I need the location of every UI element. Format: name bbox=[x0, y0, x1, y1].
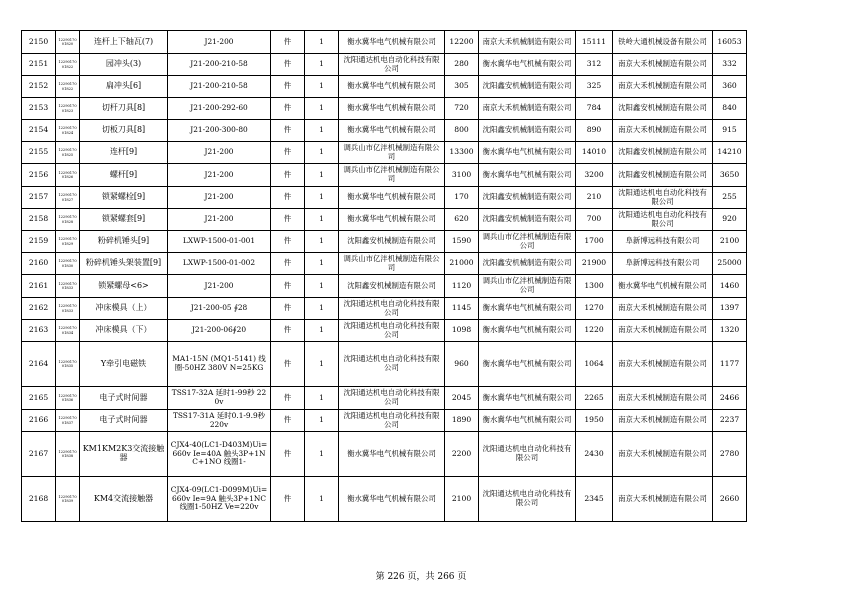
supplier-2-name: 沈阳鑫安机械制造有限公司 bbox=[479, 120, 576, 142]
table-body bbox=[22, 31, 747, 522]
item-name: 锁紧螺栓[9] bbox=[80, 187, 168, 209]
item-name: Y牵引电磁铁 bbox=[80, 342, 168, 387]
item-unit: 件 bbox=[271, 298, 305, 320]
supplier-3-price: 915 bbox=[713, 120, 747, 142]
supplier-3-price: 1460 bbox=[713, 275, 747, 298]
item-name: 锁紧螺母<6> bbox=[80, 275, 168, 298]
item-unit: 件 bbox=[271, 120, 305, 142]
table-row bbox=[22, 187, 747, 209]
supplier-2-price: 1270 bbox=[576, 298, 613, 320]
supplier-2-price: 1700 bbox=[576, 231, 613, 253]
supplier-3-name: 铁岭大通机械设备有限公司 bbox=[613, 31, 713, 54]
item-unit: 件 bbox=[271, 164, 305, 187]
item-spec: J21-200 bbox=[168, 164, 271, 187]
supplier-2-name: 衡水冀华电气机械有限公司 bbox=[479, 142, 576, 164]
row-index: 2168 bbox=[22, 477, 56, 522]
supplier-2-price: 1220 bbox=[576, 320, 613, 342]
row-index: 2151 bbox=[22, 54, 56, 76]
supplier-3-name: 阜新博远科技有限公司 bbox=[613, 253, 713, 275]
supplier-3-name: 沈阳鑫安机械制造有限公司 bbox=[613, 164, 713, 187]
item-unit: 件 bbox=[271, 187, 305, 209]
supplier-3-name: 南京大禾机械制造有限公司 bbox=[613, 477, 713, 522]
item-quantity: 1 bbox=[305, 76, 339, 98]
quotation-table bbox=[21, 30, 747, 522]
supplier-1-name: 调兵山市亿沣机械制造有限公司 bbox=[339, 142, 445, 164]
material-code: 12290170 01828 bbox=[56, 209, 80, 231]
item-unit: 件 bbox=[271, 275, 305, 298]
row-index: 2162 bbox=[22, 298, 56, 320]
supplier-3-name: 南京大禾机械制造有限公司 bbox=[613, 76, 713, 98]
supplier-3-name: 沈阳鑫安机械制造有限公司 bbox=[613, 142, 713, 164]
table-row bbox=[22, 410, 747, 432]
item-quantity: 1 bbox=[305, 231, 339, 253]
item-name: 扁冲头[6] bbox=[80, 76, 168, 98]
supplier-1-name: 沈阳鑫安机械制造有限公司 bbox=[339, 231, 445, 253]
item-spec: J21-200 bbox=[168, 187, 271, 209]
item-unit: 件 bbox=[271, 432, 305, 477]
supplier-1-name: 衡水冀华电气机械有限公司 bbox=[339, 76, 445, 98]
row-index: 2160 bbox=[22, 253, 56, 275]
item-spec: J21-200-292-60 bbox=[168, 98, 271, 120]
item-quantity: 1 bbox=[305, 275, 339, 298]
item-quantity: 1 bbox=[305, 477, 339, 522]
supplier-1-price: 280 bbox=[445, 54, 479, 76]
row-index: 2156 bbox=[22, 164, 56, 187]
supplier-1-name: 沈阳通达机电自动化科技有限公司 bbox=[339, 320, 445, 342]
item-quantity: 1 bbox=[305, 120, 339, 142]
item-unit: 件 bbox=[271, 142, 305, 164]
supplier-2-price: 325 bbox=[576, 76, 613, 98]
supplier-2-price: 784 bbox=[576, 98, 613, 120]
supplier-1-price: 12200 bbox=[445, 31, 479, 54]
supplier-1-name: 沈阳鑫安机械制造有限公司 bbox=[339, 275, 445, 298]
page-footer: 第 226 页，共 266 页 bbox=[375, 572, 467, 582]
supplier-2-price: 2345 bbox=[576, 477, 613, 522]
table-row bbox=[22, 54, 747, 76]
supplier-1-price: 1120 bbox=[445, 275, 479, 298]
supplier-2-price: 14010 bbox=[576, 142, 613, 164]
supplier-3-name: 沈阳通达机电自动化科技有限公司 bbox=[613, 209, 713, 231]
supplier-1-name: 沈阳通达机电自动化科技有限公司 bbox=[339, 410, 445, 432]
supplier-2-price: 1064 bbox=[576, 342, 613, 387]
item-quantity: 1 bbox=[305, 98, 339, 120]
item-spec: J21-200-06∮20 bbox=[168, 320, 271, 342]
item-quantity: 1 bbox=[305, 410, 339, 432]
item-unit: 件 bbox=[271, 54, 305, 76]
supplier-3-price: 2100 bbox=[713, 231, 747, 253]
supplier-2-name: 南京大禾机械制造有限公司 bbox=[479, 98, 576, 120]
supplier-1-price: 13300 bbox=[445, 142, 479, 164]
supplier-1-name: 衡水冀华电气机械有限公司 bbox=[339, 432, 445, 477]
table-row bbox=[22, 209, 747, 231]
table-row bbox=[22, 298, 747, 320]
item-unit: 件 bbox=[271, 387, 305, 410]
item-spec: J21-200-210-58 bbox=[168, 54, 271, 76]
supplier-2-name: 衡水冀华电气机械有限公司 bbox=[479, 54, 576, 76]
item-spec: J21-200 bbox=[168, 31, 271, 54]
item-spec: J21-200-210-58 bbox=[168, 76, 271, 98]
supplier-1-price: 1890 bbox=[445, 410, 479, 432]
row-index: 2164 bbox=[22, 342, 56, 387]
table-row bbox=[22, 342, 747, 387]
supplier-2-name: 沈阳通达机电自动化科技有限公司 bbox=[479, 477, 576, 522]
supplier-2-name: 沈阳鑫安机械制造有限公司 bbox=[479, 187, 576, 209]
item-name: 切杆刀具[8] bbox=[80, 98, 168, 120]
material-code: 12290170 01829 bbox=[56, 231, 80, 253]
table-row bbox=[22, 142, 747, 164]
item-name: 连杆上下轴瓦(7) bbox=[80, 31, 168, 54]
supplier-1-price: 620 bbox=[445, 209, 479, 231]
supplier-2-price: 15111 bbox=[576, 31, 613, 54]
item-name: 电子式时间器 bbox=[80, 410, 168, 432]
supplier-2-price: 2265 bbox=[576, 387, 613, 410]
supplier-1-price: 2045 bbox=[445, 387, 479, 410]
supplier-3-price: 332 bbox=[713, 54, 747, 76]
supplier-1-name: 衡水冀华电气机械有限公司 bbox=[339, 187, 445, 209]
item-name: 螺杆[9] bbox=[80, 164, 168, 187]
supplier-2-price: 1300 bbox=[576, 275, 613, 298]
supplier-1-price: 800 bbox=[445, 120, 479, 142]
item-unit: 件 bbox=[271, 253, 305, 275]
supplier-3-price: 840 bbox=[713, 98, 747, 120]
supplier-2-price: 2430 bbox=[576, 432, 613, 477]
item-spec: J21-200-05 ∮28 bbox=[168, 298, 271, 320]
material-code: 12290170 01830 bbox=[56, 253, 80, 275]
supplier-2-name: 衡水冀华电气机械有限公司 bbox=[479, 410, 576, 432]
table-row bbox=[22, 164, 747, 187]
material-code: 12290170 01824 bbox=[56, 120, 80, 142]
supplier-2-price: 210 bbox=[576, 187, 613, 209]
supplier-2-name: 南京大禾机械制造有限公司 bbox=[479, 31, 576, 54]
supplier-3-price: 360 bbox=[713, 76, 747, 98]
item-name: KM1KM2K3交流接触器 bbox=[80, 432, 168, 477]
item-name: 电子式时间器 bbox=[80, 387, 168, 410]
supplier-3-name: 南京大禾机械制造有限公司 bbox=[613, 432, 713, 477]
item-quantity: 1 bbox=[305, 253, 339, 275]
row-index: 2167 bbox=[22, 432, 56, 477]
material-code: 12290170 01834 bbox=[56, 320, 80, 342]
item-spec: J21-200 bbox=[168, 209, 271, 231]
material-code: 12290170 01836 bbox=[56, 387, 80, 410]
item-name: 园冲头(3) bbox=[80, 54, 168, 76]
row-index: 2158 bbox=[22, 209, 56, 231]
item-unit: 件 bbox=[271, 76, 305, 98]
supplier-1-price: 720 bbox=[445, 98, 479, 120]
supplier-2-name: 沈阳鑫安机械制造有限公司 bbox=[479, 76, 576, 98]
supplier-3-name: 南京大禾机械制造有限公司 bbox=[613, 54, 713, 76]
supplier-3-price: 1320 bbox=[713, 320, 747, 342]
item-spec: TSS17-32A 延时1-99秒 220v bbox=[168, 387, 271, 410]
supplier-3-price: 1177 bbox=[713, 342, 747, 387]
item-spec: LXWP-1500-01-001 bbox=[168, 231, 271, 253]
item-unit: 件 bbox=[271, 410, 305, 432]
item-unit: 件 bbox=[271, 209, 305, 231]
item-quantity: 1 bbox=[305, 54, 339, 76]
supplier-3-price: 1397 bbox=[713, 298, 747, 320]
table-row bbox=[22, 76, 747, 98]
row-index: 2157 bbox=[22, 187, 56, 209]
item-unit: 件 bbox=[271, 231, 305, 253]
supplier-2-name: 衡水冀华电气机械有限公司 bbox=[479, 342, 576, 387]
supplier-2-price: 1950 bbox=[576, 410, 613, 432]
row-index: 2165 bbox=[22, 387, 56, 410]
supplier-1-name: 沈阳通达机电自动化科技有限公司 bbox=[339, 298, 445, 320]
supplier-3-price: 25000 bbox=[713, 253, 747, 275]
supplier-1-name: 衡水冀华电气机械有限公司 bbox=[339, 120, 445, 142]
material-code: 12290170 01822 bbox=[56, 76, 80, 98]
item-quantity: 1 bbox=[305, 164, 339, 187]
item-name: 连杆[9] bbox=[80, 142, 168, 164]
item-quantity: 1 bbox=[305, 209, 339, 231]
item-name: 粉碎机锤头[9] bbox=[80, 231, 168, 253]
supplier-1-price: 21000 bbox=[445, 253, 479, 275]
supplier-3-price: 2660 bbox=[713, 477, 747, 522]
supplier-3-name: 南京大禾机械制造有限公司 bbox=[613, 320, 713, 342]
supplier-3-name: 南京大禾机械制造有限公司 bbox=[613, 410, 713, 432]
material-code: 12290170 01838 bbox=[56, 432, 80, 477]
item-spec: J21-200 bbox=[168, 142, 271, 164]
item-spec: CJX4-40(LC1-D403M)Ui=660v Ie=40A 触头3P+1NC+1NO 线圈1- bbox=[168, 432, 271, 477]
row-index: 2152 bbox=[22, 76, 56, 98]
supplier-1-price: 960 bbox=[445, 342, 479, 387]
material-code: 12290170 01826 bbox=[56, 164, 80, 187]
supplier-1-price: 1098 bbox=[445, 320, 479, 342]
item-name: KM4交流接触器 bbox=[80, 477, 168, 522]
supplier-1-name: 调兵山市亿沣机械制造有限公司 bbox=[339, 164, 445, 187]
supplier-1-price: 305 bbox=[445, 76, 479, 98]
row-index: 2154 bbox=[22, 120, 56, 142]
item-quantity: 1 bbox=[305, 320, 339, 342]
supplier-1-name: 衡水冀华电气机械有限公司 bbox=[339, 477, 445, 522]
item-name: 冲床模具（下） bbox=[80, 320, 168, 342]
item-spec: J21-200-300-80 bbox=[168, 120, 271, 142]
item-unit: 件 bbox=[271, 98, 305, 120]
material-code: 12290170 01835 bbox=[56, 342, 80, 387]
material-code: 12290170 01839 bbox=[56, 477, 80, 522]
supplier-2-name: 沈阳鑫安机械制造有限公司 bbox=[479, 253, 576, 275]
item-unit: 件 bbox=[271, 320, 305, 342]
supplier-3-name: 南京大禾机械制造有限公司 bbox=[613, 387, 713, 410]
supplier-2-name: 衡水冀华电气机械有限公司 bbox=[479, 298, 576, 320]
supplier-3-price: 2780 bbox=[713, 432, 747, 477]
supplier-3-name: 衡水冀华电气机械有限公司 bbox=[613, 275, 713, 298]
supplier-2-price: 890 bbox=[576, 120, 613, 142]
supplier-3-price: 920 bbox=[713, 209, 747, 231]
material-code: 12290170 01823 bbox=[56, 98, 80, 120]
supplier-1-price: 1590 bbox=[445, 231, 479, 253]
supplier-3-price: 3650 bbox=[713, 164, 747, 187]
supplier-2-price: 21900 bbox=[576, 253, 613, 275]
supplier-1-price: 170 bbox=[445, 187, 479, 209]
supplier-1-price: 2100 bbox=[445, 477, 479, 522]
supplier-3-name: 南京大禾机械制造有限公司 bbox=[613, 298, 713, 320]
item-spec: J21-200 bbox=[168, 275, 271, 298]
supplier-1-name: 衡水冀华电气机械有限公司 bbox=[339, 209, 445, 231]
supplier-1-price: 3100 bbox=[445, 164, 479, 187]
item-name: 切板刀具[8] bbox=[80, 120, 168, 142]
item-quantity: 1 bbox=[305, 432, 339, 477]
material-code: 12290170 01827 bbox=[56, 187, 80, 209]
supplier-3-price: 2237 bbox=[713, 410, 747, 432]
supplier-3-name: 阜新博远科技有限公司 bbox=[613, 231, 713, 253]
table-row bbox=[22, 387, 747, 410]
item-spec: LXWP-1500-01-002 bbox=[168, 253, 271, 275]
table-row bbox=[22, 231, 747, 253]
table-row bbox=[22, 320, 747, 342]
material-code: 12290170 01820 bbox=[56, 31, 80, 54]
supplier-2-name: 衡水冀华电气机械有限公司 bbox=[479, 164, 576, 187]
table-row bbox=[22, 275, 747, 298]
supplier-2-name: 沈阳鑫安机械制造有限公司 bbox=[479, 209, 576, 231]
supplier-1-name: 衡水冀华电气机械有限公司 bbox=[339, 31, 445, 54]
supplier-3-price: 16053 bbox=[713, 31, 747, 54]
row-index: 2163 bbox=[22, 320, 56, 342]
table-row bbox=[22, 477, 747, 522]
item-unit: 件 bbox=[271, 477, 305, 522]
row-index: 2150 bbox=[22, 31, 56, 54]
supplier-3-price: 14210 bbox=[713, 142, 747, 164]
supplier-1-name: 沈阳通达机电自动化科技有限公司 bbox=[339, 54, 445, 76]
supplier-1-price: 1145 bbox=[445, 298, 479, 320]
item-name: 冲床模具（上） bbox=[80, 298, 168, 320]
item-quantity: 1 bbox=[305, 342, 339, 387]
row-index: 2159 bbox=[22, 231, 56, 253]
item-quantity: 1 bbox=[305, 31, 339, 54]
supplier-2-name: 调兵山市亿沣机械制造有限公司 bbox=[479, 231, 576, 253]
supplier-2-price: 700 bbox=[576, 209, 613, 231]
item-quantity: 1 bbox=[305, 298, 339, 320]
supplier-3-price: 255 bbox=[713, 187, 747, 209]
item-unit: 件 bbox=[271, 31, 305, 54]
material-code: 12290170 01833 bbox=[56, 275, 80, 298]
supplier-2-name: 沈阳通达机电自动化科技有限公司 bbox=[479, 432, 576, 477]
table-row bbox=[22, 31, 747, 54]
supplier-2-name: 调兵山市亿沣机械制造有限公司 bbox=[479, 275, 576, 298]
material-code: 12290170 01825 bbox=[56, 142, 80, 164]
item-unit: 件 bbox=[271, 342, 305, 387]
item-spec: TSS17-31A 延时0.1-9.9秒 220v bbox=[168, 410, 271, 432]
supplier-1-name: 沈阳通达机电自动化科技有限公司 bbox=[339, 342, 445, 387]
supplier-1-name: 衡水冀华电气机械有限公司 bbox=[339, 98, 445, 120]
material-code: 12290170 01833 bbox=[56, 298, 80, 320]
supplier-2-name: 衡水冀华电气机械有限公司 bbox=[479, 320, 576, 342]
material-code: 12290170 01837 bbox=[56, 410, 80, 432]
item-name: 锁紧螺套[9] bbox=[80, 209, 168, 231]
supplier-2-name: 衡水冀华电气机械有限公司 bbox=[479, 387, 576, 410]
item-spec: MA1-15N (MQ1-5141) 线圈-50HZ 380V N=25KG bbox=[168, 342, 271, 387]
row-index: 2155 bbox=[22, 142, 56, 164]
supplier-3-name: 沈阳鑫安机械制造有限公司 bbox=[613, 98, 713, 120]
table-row bbox=[22, 253, 747, 275]
supplier-3-name: 南京大禾机械制造有限公司 bbox=[613, 120, 713, 142]
supplier-1-price: 2200 bbox=[445, 432, 479, 477]
item-quantity: 1 bbox=[305, 187, 339, 209]
item-quantity: 1 bbox=[305, 142, 339, 164]
row-index: 2166 bbox=[22, 410, 56, 432]
item-spec: CJX4-09(LC1-D099M)Ui=660v Ie=9A 触头3P+1NC 线圈1-50HZ Ve=220v bbox=[168, 477, 271, 522]
table-row bbox=[22, 432, 747, 477]
row-index: 2153 bbox=[22, 98, 56, 120]
item-name: 粉碎机锤头架装置[9] bbox=[80, 253, 168, 275]
supplier-3-name: 沈阳通达机电自动化科技有限公司 bbox=[613, 187, 713, 209]
supplier-1-name: 调兵山市亿沣机械制造有限公司 bbox=[339, 253, 445, 275]
supplier-2-price: 3200 bbox=[576, 164, 613, 187]
supplier-2-price: 312 bbox=[576, 54, 613, 76]
supplier-3-name: 南京大禾机械制造有限公司 bbox=[613, 342, 713, 387]
table-row bbox=[22, 98, 747, 120]
table-row bbox=[22, 120, 747, 142]
supplier-3-price: 2466 bbox=[713, 387, 747, 410]
supplier-1-name: 沈阳通达机电自动化科技有限公司 bbox=[339, 387, 445, 410]
material-code: 12290170 01822 bbox=[56, 54, 80, 76]
item-quantity: 1 bbox=[305, 387, 339, 410]
row-index: 2161 bbox=[22, 275, 56, 298]
